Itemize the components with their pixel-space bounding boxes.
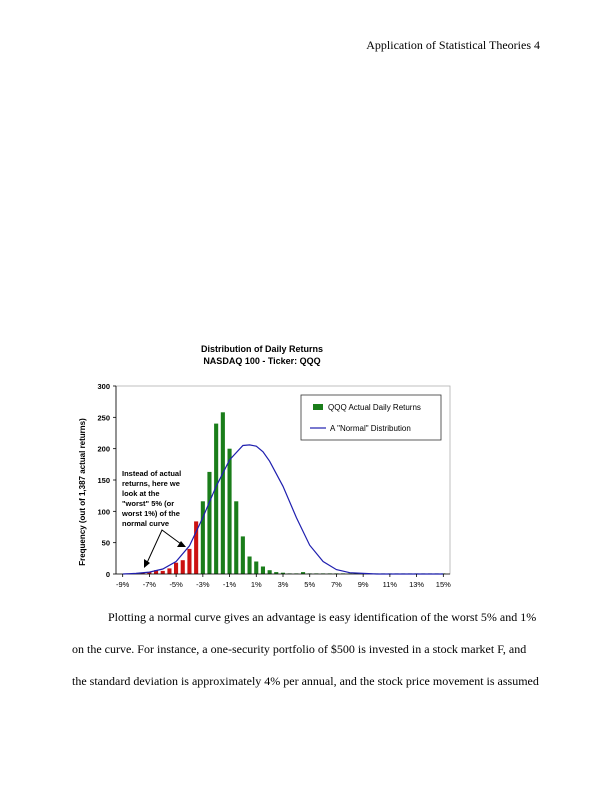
bar-actual-returns [248, 557, 252, 575]
bar-actual-returns [228, 449, 232, 574]
y-tick-label: 300 [97, 382, 110, 391]
bar-actual-returns [234, 501, 238, 574]
legend-label-actual-returns: QQQ Actual Daily Returns [328, 403, 421, 412]
x-tick-label: 11% [382, 580, 398, 589]
returns-distribution-chart [70, 330, 470, 595]
legend-label-normal-curve: A "Normal" Distribution [330, 424, 411, 433]
y-tick-label: 100 [97, 507, 110, 517]
x-tick-label: -5% [169, 580, 183, 589]
y-tick-label: 0 [105, 570, 110, 579]
chart-annotation: Instead of actual returns, here we look at the "worst" 5% (or worst 1%) of the normal curve [122, 469, 182, 528]
bar-actual-returns [167, 568, 171, 574]
x-tick-label: -9% [116, 580, 130, 589]
chart-legend [301, 395, 441, 440]
x-tick-label: 13% [409, 580, 425, 589]
bar-actual-returns [181, 560, 185, 574]
running-head: Application of Statistical Theories 4 [366, 38, 540, 52]
bar-actual-returns [261, 567, 265, 575]
x-tick-label: 3% [277, 580, 289, 589]
returns-distribution-figure [70, 330, 470, 595]
x-tick-label: -3% [196, 580, 210, 589]
x-tick-label: 7% [331, 580, 342, 589]
bar-actual-returns [174, 563, 178, 574]
y-tick-label: 200 [97, 444, 110, 454]
x-tick-label: 15% [435, 580, 451, 589]
body-paragraph: Plotting a normal curve gives an advantage is easy identification of the worst 5% and 1% on the curve. For instance, a one-security portfolio of $500 is invested in a stock market F, and the standard deviation is approximately 4% per annual, and the stock price movement is assumed [72, 610, 539, 688]
bar-actual-returns [241, 536, 245, 574]
bar-actual-returns [221, 412, 225, 574]
bar-actual-returns [268, 570, 272, 574]
y-tick-label: 250 [97, 413, 110, 423]
bar-actual-returns [201, 501, 205, 574]
bar-actual-returns [161, 571, 165, 574]
bar-actual-returns [187, 549, 191, 574]
x-tick-label: -1% [222, 580, 237, 589]
x-tick-label: 1% [250, 580, 262, 589]
legend-box [301, 395, 441, 440]
bar-actual-returns [254, 562, 258, 575]
chart-title: Distribution of Daily Returns [200, 344, 324, 354]
x-tick-label: -7% [142, 580, 157, 589]
legend-swatch-actual-returns [313, 404, 323, 410]
chart-subtitle: NASDAQ 100 - Ticker: QQQ [203, 356, 321, 366]
bar-actual-returns [207, 472, 211, 574]
y-tick-label: 50 [101, 538, 110, 548]
x-tick-label: 9% [357, 580, 369, 589]
x-tick-label: 5% [304, 580, 316, 589]
y-tick-label: 150 [97, 476, 110, 485]
y-axis-label: Frequency (out of 1,387 actual returns) [78, 418, 87, 566]
bar-actual-returns [214, 424, 218, 574]
body-text [72, 601, 540, 697]
